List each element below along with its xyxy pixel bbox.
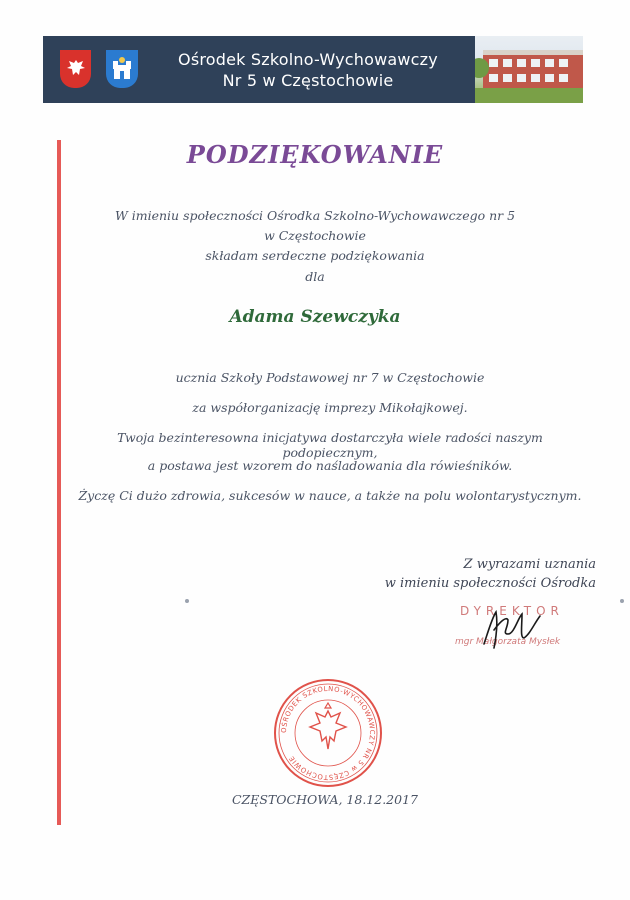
punch-mark-left <box>185 599 189 603</box>
organization-name <box>158 49 458 91</box>
director-name: mgr Małgorzata Mysłek <box>455 637 561 647</box>
recipient-name: Adama Szewczyka <box>229 307 401 327</box>
poland-eagle-icon <box>60 50 91 88</box>
document-title: PODZIĘKOWANIE <box>186 140 444 169</box>
organization-name-line2: Nr 5 w Częstochowie <box>222 71 394 90</box>
intro-line-3: składam serdeczne podziękowania <box>205 248 425 263</box>
body-line-2: za współorganizację imprezy Mikołajkowej. <box>192 400 468 415</box>
organization-name-line1: Ośrodek Szkolno-Wychowawczy <box>178 50 438 69</box>
body-line-1: ucznia Szkoły Podstawowej nr 7 w Częstochowie <box>175 370 485 385</box>
city-coat-of-arms-icon <box>106 50 138 88</box>
body-line-3: Twoja bezinteresowna inicjatywa dostarczyła wiele radości naszym podopiecznym, <box>117 430 543 460</box>
punch-mark-right <box>620 599 624 603</box>
closing-line-1: Z wyrazami uznania <box>463 557 596 572</box>
intro-line-2: w Częstochowie <box>264 228 366 243</box>
school-building-photo <box>475 36 583 103</box>
handwritten-signature <box>478 604 548 654</box>
body-line-4: a postawa jest wzorem do naśladowania dla rówieśników. <box>147 458 513 473</box>
official-round-stamp <box>272 677 384 789</box>
intro-line-1: W imieniu społeczności Ośrodka Szkolno-Wychowawczego nr 5 <box>114 208 516 223</box>
svg-text:OŚRODEK SZKOLNO-WYCHOWAWCZY NR <box>279 685 376 781</box>
place-and-date: CZĘSTOCHOWA, 18.12.2017 <box>231 792 418 807</box>
director-title: DYREKTOR <box>460 604 564 618</box>
stamp-text: OŚRODEK SZKOLNO-WYCHOWAWCZY NR 5 w CZĘSTOCHOWIE <box>279 684 377 782</box>
header-banner <box>43 36 583 103</box>
intro-line-4: dla <box>305 269 325 284</box>
body-line-5: Życzę Ci dużo zdrowia, sukcesów w nauce, a także na polu wolontarystycznym. <box>78 488 582 503</box>
closing-line-2: w imieniu społeczności Ośrodka <box>384 576 596 591</box>
